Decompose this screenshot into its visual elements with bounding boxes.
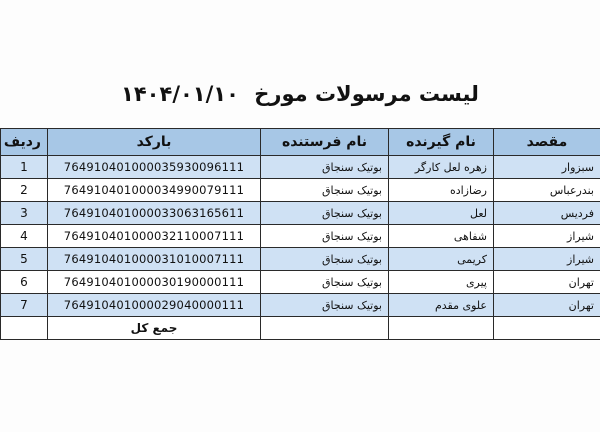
- cell-barcode: 764910401000033063165611: [48, 202, 261, 225]
- cell-row-number: 2: [1, 179, 48, 202]
- cell-row-number: 1: [1, 156, 48, 179]
- cell-sender: بوتیک سنجاق: [261, 225, 389, 248]
- table-row: [1, 248, 600, 271]
- total-label: جمع کل: [48, 317, 261, 340]
- header-row: ردیف: [1, 129, 48, 156]
- cell-sender: بوتیک سنجاق: [261, 248, 389, 271]
- table-row: [1, 202, 600, 225]
- table-total-row: [1, 317, 600, 340]
- cell-destination: بندرعباس: [494, 179, 600, 202]
- header-sender: نام فرستنده: [261, 129, 389, 156]
- cell-sender: بوتیک سنجاق: [261, 179, 389, 202]
- header-recipient: نام گیرنده: [389, 129, 494, 156]
- cell-destination: شیراز: [494, 248, 600, 271]
- cell-recipient: لعل: [389, 202, 494, 225]
- cell-barcode: 764910401000032110007111: [48, 225, 261, 248]
- title-date: ۱۴۰۴/۰۱/۱۰: [121, 82, 239, 106]
- cell-recipient: علوی مقدم: [389, 294, 494, 317]
- cell-sender: بوتیک سنجاق: [261, 156, 389, 179]
- title-text: لیست مرسولات مورخ: [254, 82, 479, 106]
- table-row: [1, 225, 600, 248]
- total-cell-empty: [261, 317, 389, 340]
- cell-recipient: زهره لعل کارگر: [389, 156, 494, 179]
- cell-row-number: 3: [1, 202, 48, 225]
- table-row: [1, 294, 600, 317]
- header-destination: مقصد: [494, 129, 600, 156]
- cell-destination: تهران: [494, 294, 600, 317]
- cell-recipient: پیری: [389, 271, 494, 294]
- cell-destination: فردیس: [494, 202, 600, 225]
- document-title: [0, 82, 600, 106]
- cell-barcode: 764910401000030190000111: [48, 271, 261, 294]
- cell-destination: شیراز: [494, 225, 600, 248]
- table-header-row: [1, 129, 600, 156]
- shipments-table-container: [0, 128, 600, 340]
- cell-barcode: 764910401000029040000111: [48, 294, 261, 317]
- cell-recipient: کریمی: [389, 248, 494, 271]
- table-row: [1, 156, 600, 179]
- cell-barcode: 764910401000034990079111: [48, 179, 261, 202]
- cell-row-number: 7: [1, 294, 48, 317]
- total-cell-empty: [1, 317, 48, 340]
- header-barcode: بارکد: [48, 129, 261, 156]
- total-cell-empty: [494, 317, 600, 340]
- total-cell-empty: [389, 317, 494, 340]
- cell-destination: سبزوار: [494, 156, 600, 179]
- cell-row-number: 5: [1, 248, 48, 271]
- cell-destination: تهران: [494, 271, 600, 294]
- cell-recipient: رضازاده: [389, 179, 494, 202]
- cell-row-number: 4: [1, 225, 48, 248]
- table-row: [1, 271, 600, 294]
- cell-row-number: 6: [1, 271, 48, 294]
- cell-barcode: 764910401000031010007111: [48, 248, 261, 271]
- cell-recipient: شفاهی: [389, 225, 494, 248]
- table-row: [1, 179, 600, 202]
- cell-sender: بوتیک سنجاق: [261, 202, 389, 225]
- shipments-table: [0, 128, 600, 340]
- cell-sender: بوتیک سنجاق: [261, 271, 389, 294]
- cell-barcode: 764910401000035930096111: [48, 156, 261, 179]
- cell-sender: بوتیک سنجاق: [261, 294, 389, 317]
